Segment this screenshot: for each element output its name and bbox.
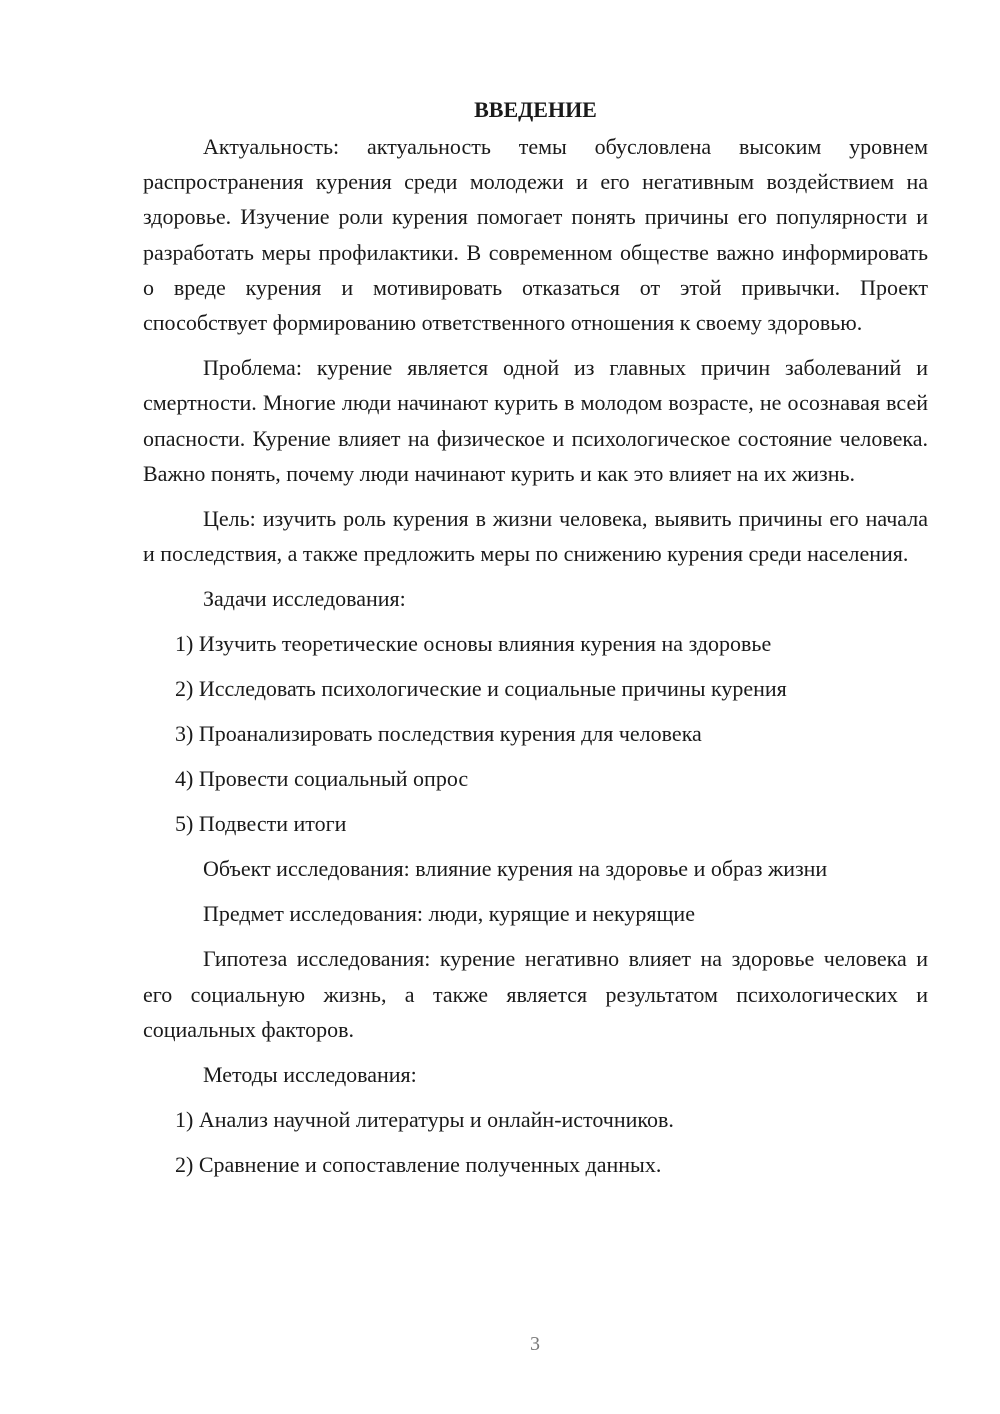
research-subject: Предмет исследования: люди, курящие и некурящие [203,901,695,927]
methods-heading: Методы исследования: [203,1062,417,1088]
paragraph-relevance: Актуальность: актуальность темы обусловлена высоким уровнем распространения курения среди молодежи и его негативным воздействием на здоровье. Изучение роли курения помогает понять причины его популярности и разработать меры профилактики. В современном обществе важно информировать о вреде курения и мотивировать отказаться от этой привычки. Проект способствует формированию ответственного отношения к своему здоровью. [143,134,928,336]
task-item-2: 2) Исследовать психологические и социальные причины курения [175,676,787,702]
document-page [143,92,928,1192]
task-item-1: 1) Изучить теоретические основы влияния курения на здоровье [175,631,772,657]
paragraph-problem: Проблема: курение является одной из главных причин заболеваний и смертности. Многие люди начинают курить в молодом возрасте, не осознавая всей опасности. Курение влияет на физическое и психологическое состояние человека. Важно понять, почему люди начинают курить и как это влияет на их жизнь. [143,355,928,486]
task-item-4: 4) Провести социальный опрос [175,766,469,792]
section-heading: ВВЕДЕНИЕ [474,97,597,122]
paragraph-goal: Цель: изучить роль курения в жизни человека, выявить причины его начала и последствия, а также предложить меры по снижению курения среди населения. [143,506,928,567]
tasks-heading: Задачи исследования: [203,586,406,612]
task-item-3: 3) Проанализировать последствия курения для человека [175,721,702,747]
research-object: Объект исследования: влияние курения на здоровье и образ жизни [203,856,828,882]
method-item-2: 2) Сравнение и сопоставление полученных данных. [175,1152,662,1178]
method-item-1: 1) Анализ научной литературы и онлайн-источников. [175,1107,674,1133]
task-item-5: 5) Подвести итоги [175,811,347,837]
page-number: 3 [530,1333,540,1355]
paragraph-hypothesis: Гипотеза исследования: курение негативно влияет на здоровье человека и его социальную жизнь, а также является результатом психологических и социальных факторов. [143,946,928,1042]
